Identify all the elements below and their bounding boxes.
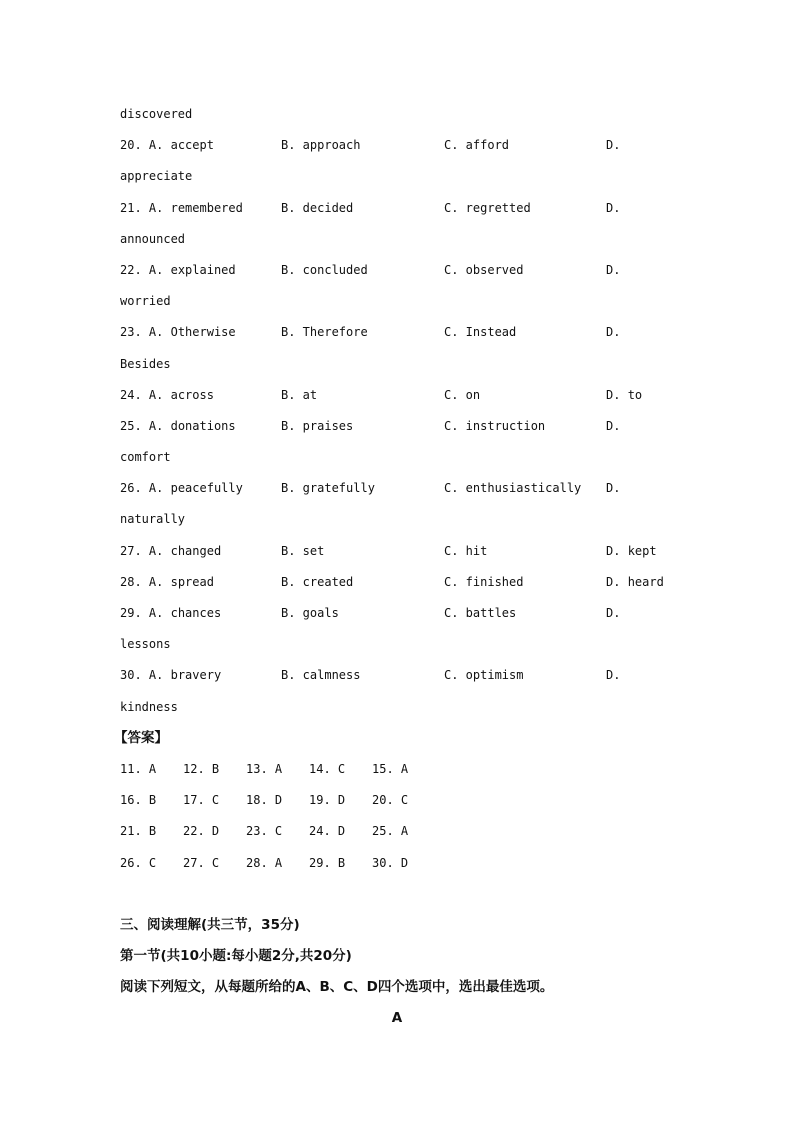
question-row xyxy=(120,478,700,509)
section-title: 三、阅读理解(共三节，35分) xyxy=(120,916,300,933)
question-number: 22. xyxy=(120,262,142,277)
answer-item: 22. D xyxy=(183,824,220,839)
option-d-label: D. xyxy=(606,387,621,402)
option-a-text: A. remembered xyxy=(148,200,243,215)
option-a-text: A. spread xyxy=(148,574,214,589)
option-d xyxy=(606,572,664,593)
answer-item: 13. A xyxy=(246,761,283,776)
question-number: 21. xyxy=(120,200,142,215)
option-d-text: kept xyxy=(627,543,657,558)
option-d-wrapped: announced xyxy=(120,231,186,246)
option-d-wrapped: Besides xyxy=(120,356,171,371)
answer-grid xyxy=(120,759,700,884)
question-row xyxy=(120,603,700,634)
answer-item: 17. C xyxy=(183,793,220,808)
question-number: 26. xyxy=(120,481,142,496)
option-a-text: A. donations xyxy=(148,418,236,433)
option-c: C. instruction xyxy=(444,418,546,433)
option-d-wrapped: naturally xyxy=(120,512,186,527)
option-a-text: A. Otherwise xyxy=(148,325,236,340)
option-d xyxy=(606,416,620,437)
answer-row xyxy=(120,821,700,852)
answer-item: 28. A xyxy=(246,855,283,870)
option-d-text: to xyxy=(627,387,643,402)
option-d-label: D. xyxy=(606,543,621,558)
option-d xyxy=(606,541,657,562)
option-a xyxy=(120,478,243,499)
option-a-text: A. peacefully xyxy=(148,481,243,496)
option-a xyxy=(120,572,214,593)
option-d-wrapped: appreciate xyxy=(120,169,193,184)
option-d-label: D. xyxy=(606,574,621,589)
option-d-label: D. xyxy=(606,481,621,496)
answer-item: 25. A xyxy=(372,824,409,839)
option-d-label: D. xyxy=(606,606,621,620)
option-b: B. goals xyxy=(281,606,339,620)
question-number: 28. xyxy=(120,574,142,589)
answer-item: 14. C xyxy=(309,761,346,776)
question-number: 27. xyxy=(120,543,142,558)
option-d-label: D. xyxy=(606,325,621,340)
option-d xyxy=(606,198,620,219)
option-a xyxy=(120,135,214,156)
option-b: B. concluded xyxy=(281,262,368,277)
answer-item: 21. B xyxy=(120,824,157,839)
option-d xyxy=(606,478,620,499)
option-d xyxy=(606,135,620,156)
option-d-wrapped: worried xyxy=(120,294,171,309)
answer-item: 24. D xyxy=(309,824,346,839)
question-number: 30. xyxy=(120,668,142,683)
option-d-wrapped: comfort xyxy=(120,450,171,465)
option-b: B. decided xyxy=(281,200,354,215)
option-b: B. created xyxy=(281,574,354,589)
option-c: C. Instead xyxy=(444,325,517,340)
answer-item: 30. D xyxy=(372,855,409,870)
option-d xyxy=(606,385,642,406)
option-d xyxy=(606,260,620,281)
answer-item: 29. B xyxy=(309,855,346,870)
passage-label: A xyxy=(391,1010,403,1027)
option-c: C. finished xyxy=(444,574,524,589)
option-d xyxy=(606,665,620,686)
option-d xyxy=(606,603,620,624)
question-row xyxy=(120,665,700,696)
option-b: B. approach xyxy=(281,138,361,153)
option-d-label: D. xyxy=(606,262,621,277)
answer-item: 20. C xyxy=(372,793,409,808)
question-number: 20. xyxy=(120,138,142,153)
option-d-label: D. xyxy=(606,418,621,433)
question-row xyxy=(120,198,700,229)
option-c: C. enthusiastically xyxy=(444,481,582,496)
option-c: C. observed xyxy=(444,262,524,277)
option-a xyxy=(120,416,236,437)
subsection-title: 第一节(共10小题:每小题2分,共20分) xyxy=(120,948,352,965)
question-row xyxy=(120,260,700,291)
option-a-text: A. changed xyxy=(148,543,222,558)
answer-item: 12. B xyxy=(183,761,220,776)
option-d-label: D. xyxy=(606,138,621,153)
answer-item: 23. C xyxy=(246,824,283,839)
option-c: C. regretted xyxy=(444,200,531,215)
option-a xyxy=(120,541,221,562)
answer-row xyxy=(120,759,700,790)
option-a xyxy=(120,385,214,406)
question-list xyxy=(120,135,700,728)
option-a xyxy=(120,260,236,281)
answer-row xyxy=(120,790,700,821)
answer-heading: 【答案】 xyxy=(114,729,168,746)
answer-item: 27. C xyxy=(183,855,220,870)
instruction: 阅读下列短文，从每题所给的A、B、C、D四个选项中，选出最佳选项。 xyxy=(120,979,554,996)
option-a xyxy=(120,665,221,686)
spacer xyxy=(120,884,700,915)
question-number: 23. xyxy=(120,325,142,340)
option-c: C. optimism xyxy=(444,668,524,683)
option-c: C. hit xyxy=(444,543,488,558)
option-b: B. set xyxy=(281,543,325,558)
answer-item: 18. D xyxy=(246,793,283,808)
question-row xyxy=(120,541,700,572)
question-number: 29. xyxy=(120,606,142,620)
option-b: B. Therefore xyxy=(281,325,368,340)
question-number: 25. xyxy=(120,418,142,433)
question-row xyxy=(120,135,700,166)
option-c: C. battles xyxy=(444,606,517,620)
option-b: B. at xyxy=(281,387,318,402)
answer-item: 26. C xyxy=(120,855,157,870)
answer-item: 11. A xyxy=(120,761,157,776)
option-d-text: heard xyxy=(627,574,664,589)
answer-item: 15. A xyxy=(372,761,409,776)
option-b: B. calmness xyxy=(281,668,361,683)
option-a-text: A. bravery xyxy=(148,668,222,683)
option-b: B. gratefully xyxy=(281,481,375,496)
option-b: B. praises xyxy=(281,418,354,433)
answer-item: 16. B xyxy=(120,793,157,808)
question-row xyxy=(120,322,700,353)
option-a-text: A. accept xyxy=(148,138,214,153)
option-d-wrapped: kindness xyxy=(120,699,178,714)
question-row xyxy=(120,416,700,447)
question-row xyxy=(120,572,700,603)
option-a xyxy=(120,322,236,343)
option-a-text: A. explained xyxy=(148,262,236,277)
option-d-label: D. xyxy=(606,668,621,683)
option-a-text: A. chances xyxy=(148,606,222,620)
option-a-text: A. across xyxy=(148,387,214,402)
document-body xyxy=(114,104,700,1040)
option-d-label: D. xyxy=(606,200,621,215)
text-line: discovered xyxy=(120,107,193,121)
option-a xyxy=(120,603,221,624)
answer-row xyxy=(120,853,700,884)
answer-item: 19. D xyxy=(309,793,346,808)
question-row xyxy=(120,385,700,416)
option-d xyxy=(606,322,620,343)
option-d-wrapped: lessons xyxy=(120,637,171,652)
option-a xyxy=(120,198,243,219)
question-number: 24. xyxy=(120,387,142,402)
option-c: C. afford xyxy=(444,138,510,153)
option-c: C. on xyxy=(444,387,481,402)
